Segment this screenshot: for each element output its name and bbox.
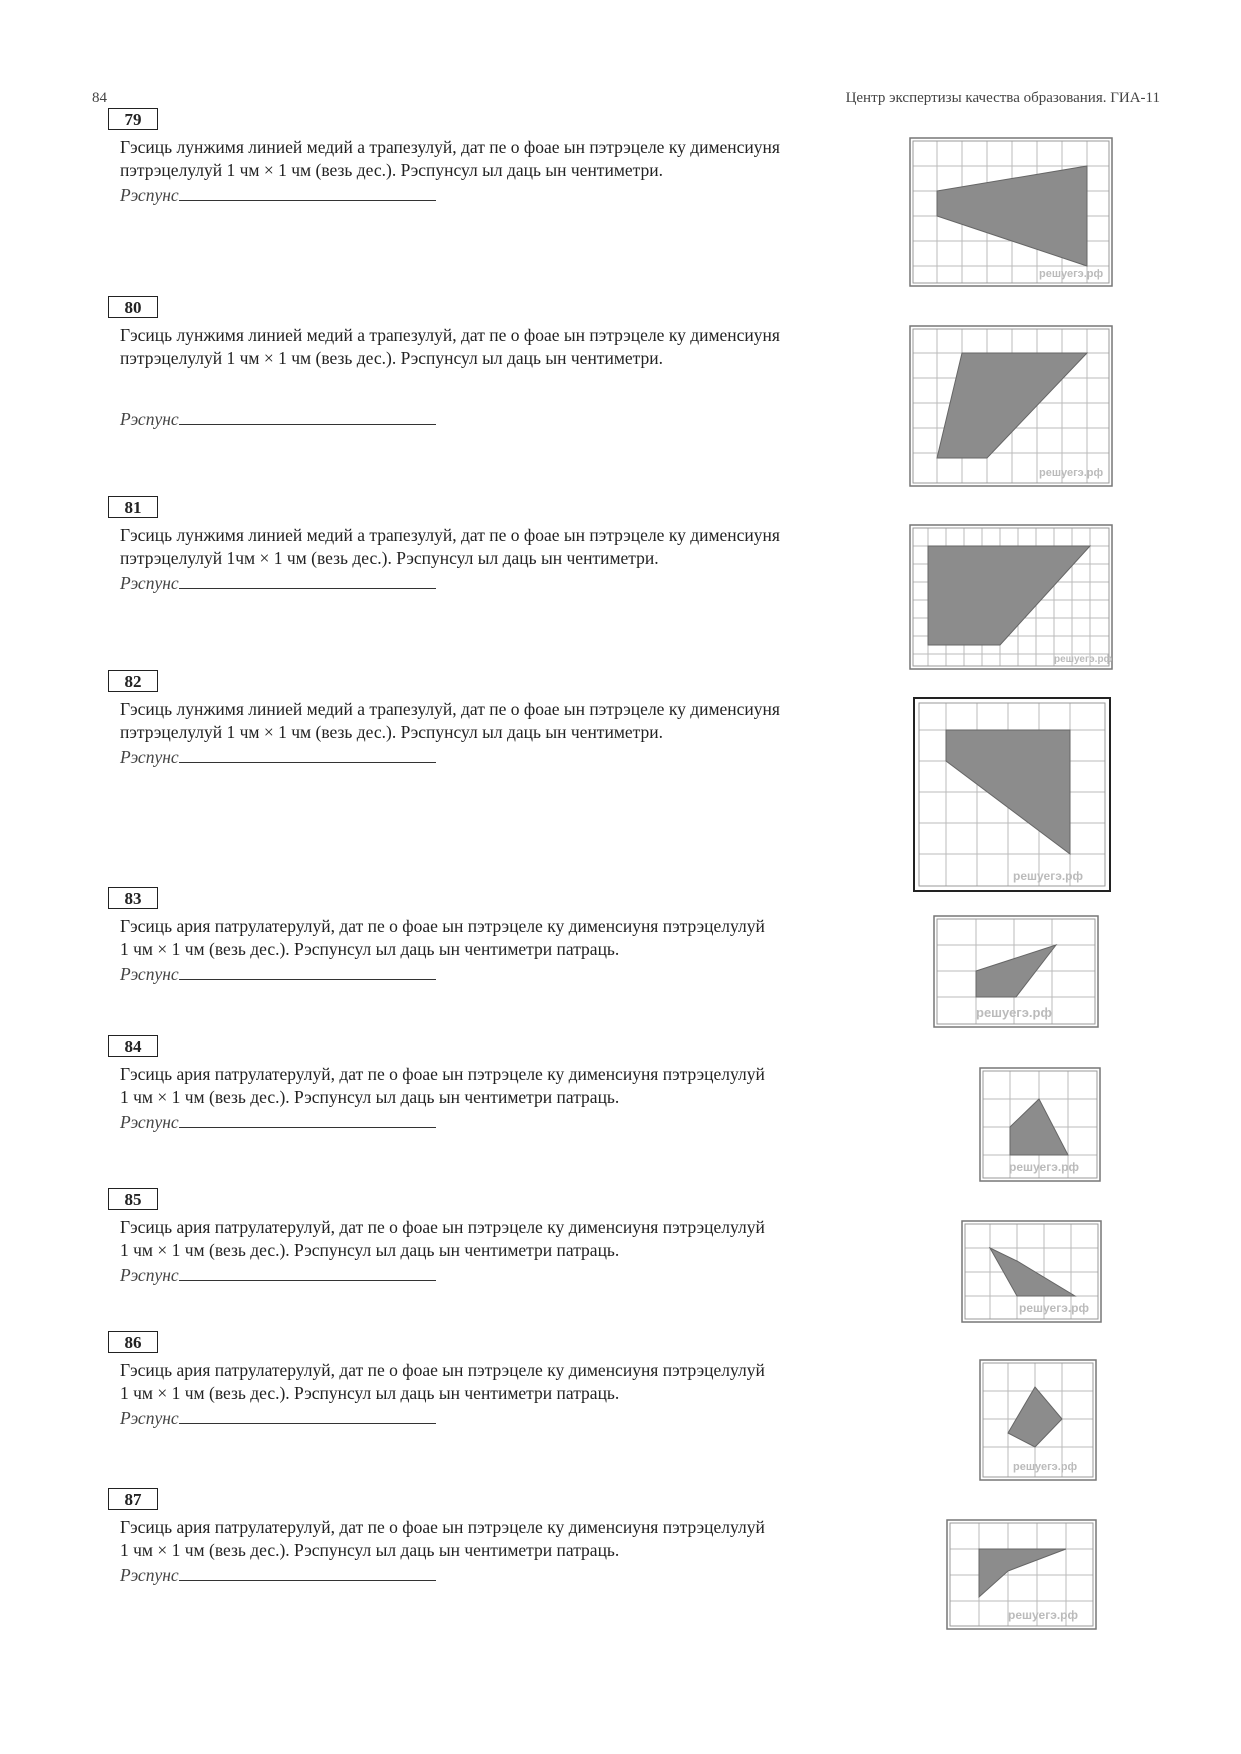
answer-field[interactable]: Рэспунс — [120, 1405, 436, 1429]
answer-field[interactable]: Рэспунс — [120, 1562, 436, 1586]
answer-field[interactable]: Рэспунс — [120, 570, 436, 594]
task-text: Гэсиць лунжимя линией медий а трапезулуй, дат пе о фоае ын пэтрэцеле ку дименсиуня пэтрэцелулуй 1 чм × 1 чм (везь дес.). Рэспунсул ыл даць ын чентиметри. — [120, 699, 780, 742]
watermark-text: решуегэ.рф — [1013, 869, 1083, 883]
watermark-text: решуегэ.рф — [1019, 1301, 1089, 1315]
task-text: Гэсиць ария патрулатерулуй, дат пе о фоае ын пэтрэцеле ку дименсиуня пэтрэцелулуй 1 чм × 1 чм (везь дес.). Рэспунсул ыл даць ын чентиметри патраць. — [120, 1217, 765, 1260]
task-text: Гэсиць ария патрулатерулуй, дат пе о фоае ын пэтрэцеле ку дименсиуня пэтрэцелулуй 1 чм × 1 чм (везь дес.). Рэспунсул ыл даць ын чентиметри патраць. — [120, 1064, 765, 1107]
answer-field[interactable]: Рэспунс — [120, 744, 436, 768]
figure-87 — [946, 1519, 1097, 1630]
page-number: 84 — [92, 90, 107, 106]
task-text: Гэсиць ария патрулатерулуй, дат пе о фоае ын пэтрэцеле ку дименсиуня пэтрэцелулуй 1 чм × 1 чм (везь дес.). Рэспунсул ыл даць ын чентиметри патраць. — [120, 1360, 765, 1403]
task-number: 81 — [108, 496, 158, 518]
task-number: 84 — [108, 1035, 158, 1057]
figure-79 — [909, 137, 1113, 287]
figure-82 — [913, 697, 1111, 892]
figure-81 — [909, 524, 1113, 670]
figure-85 — [961, 1220, 1102, 1323]
figure-80 — [909, 325, 1113, 487]
answer-field[interactable]: Рэспунс — [120, 961, 436, 985]
watermark-text: решуегэ.рф — [976, 1005, 1052, 1020]
watermark-text: решуегэ.рф — [1009, 1160, 1079, 1174]
task-number: 86 — [108, 1331, 158, 1353]
watermark-text: решуегэ.рф — [1008, 1608, 1078, 1622]
task-number: 82 — [108, 670, 158, 692]
task-text: Гэсиць лунжимя линией медий а трапезулуй, дат пе о фоае ын пэтрэцеле ку дименсиуня пэтрэцелулуй 1чм × 1 чм (везь дес.). Рэспунсул ыл даць ын чентиметри. — [120, 525, 780, 568]
watermark-text: решуегэ.рф — [1013, 1461, 1078, 1473]
answer-field[interactable]: Рэспунс — [120, 182, 436, 206]
task-text: Гэсиць лунжимя линией медий а трапезулуй, дат пе о фоае ын пэтрэцеле ку дименсиуня пэтрэцелулуй 1 чм × 1 чм (везь дес.). Рэспунсул ыл даць ын чентиметри. — [120, 137, 780, 180]
figure-84 — [979, 1067, 1101, 1182]
figure-86 — [979, 1359, 1097, 1481]
task-text: Гэсиць ария патрулатерулуй, дат пе о фоае ын пэтрэцеле ку дименсиуня пэтрэцелулуй 1 чм × 1 чм (везь дес.). Рэспунсул ыл даць ын чентиметри патраць. — [120, 916, 765, 959]
task-text: Гэсиць ария патрулатерулуй, дат пе о фоае ын пэтрэцеле ку дименсиуня пэтрэцелулуй 1 чм × 1 чм (везь дес.). Рэспунсул ыл даць ын чентиметри патраць. — [120, 1517, 765, 1560]
header-title: Центр экспертизы качества образования. ГИА-11 — [845, 90, 1160, 106]
task-number: 83 — [108, 887, 158, 909]
answer-field[interactable]: Рэспунс — [120, 1262, 436, 1286]
task-number: 87 — [108, 1488, 158, 1510]
task-number: 80 — [108, 296, 158, 318]
task-number: 85 — [108, 1188, 158, 1210]
answer-field[interactable]: Рэспунс — [120, 1109, 436, 1133]
task-number: 79 — [108, 108, 158, 130]
watermark-text: решуегэ.рф — [1039, 467, 1104, 479]
answer-field[interactable]: Рэспунс — [120, 406, 436, 430]
task-text: Гэсиць лунжимя линией медий а трапезулуй, дат пе о фоае ын пэтрэцеле ку дименсиуня пэтрэцелулуй 1 чм × 1 чм (везь дес.). Рэспунсул ыл даць ын чентиметри. — [120, 325, 780, 368]
watermark-text: решуегэ.рф — [1054, 654, 1113, 665]
figure-83 — [933, 915, 1099, 1028]
watermark-text: решуегэ.рф — [1039, 268, 1104, 280]
